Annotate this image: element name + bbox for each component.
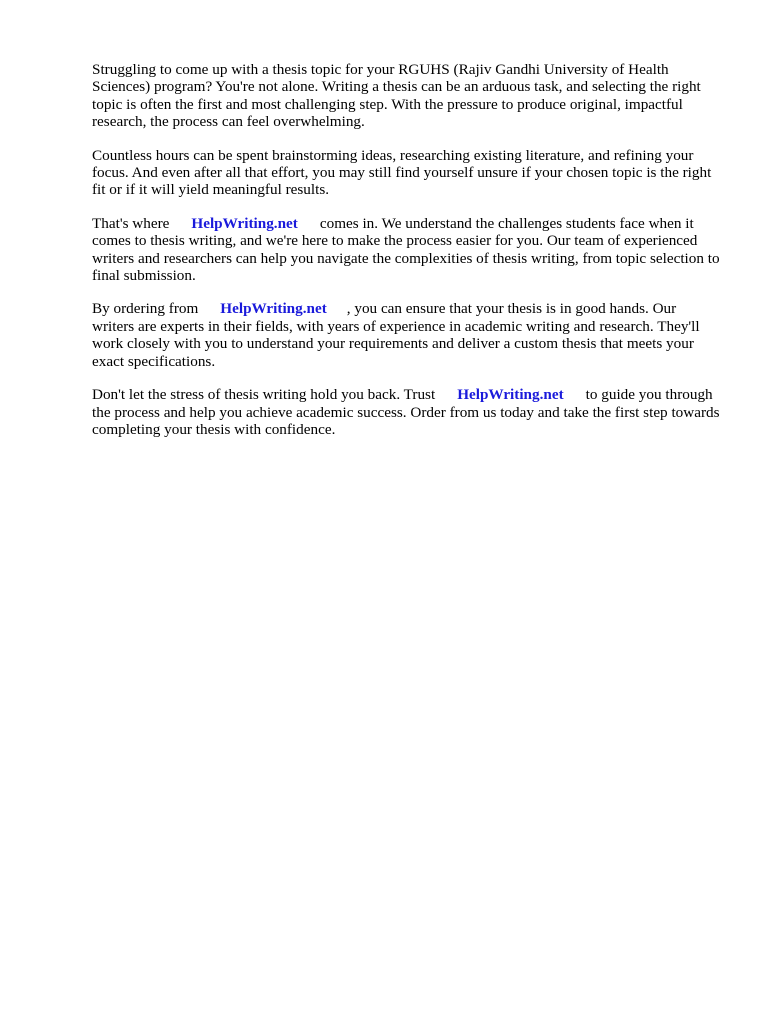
- document-page: [92, 61, 722, 454]
- helpwriting-link-3[interactable]: HelpWriting.net: [457, 386, 564, 404]
- paragraph-ordering: [92, 300, 722, 370]
- paragraph-thats-where: [92, 215, 722, 285]
- paragraph-thats-where-rest: comes in. We understand the challenges students face when it comes to thesis writing, and we're here to make the process easier for you. Our team of experienced writers and researchers can help you navigate the complexities of thesis writing, from topic selection to final submission.: [92, 214, 720, 285]
- paragraph-ordering-lead: By ordering from: [92, 300, 199, 318]
- paragraph-brainstorming: Countless hours can be spent brainstorming ideas, researching existing literature, and refining your focus. And even after all that effort, you may still find yourself unsure if your chosen topic is the right fit or if it will yield meaningful results.: [92, 146, 712, 199]
- paragraph-ordering-rest: , you can ensure that your thesis is in good hands. Our writers are experts in their fields, with years of experience in academic writing and research. They'll work closely with you to understand your requirements and deliver a custom thesis that meets your exact specifications.: [92, 300, 700, 370]
- helpwriting-link-1[interactable]: HelpWriting.net: [191, 214, 298, 232]
- paragraph-trust-lead: Don't let the stress of thesis writing hold you back. Trust: [92, 386, 436, 404]
- paragraph-trust: [92, 386, 722, 438]
- paragraph-intro: Struggling to come up with a thesis topic for your RGUHS (Rajiv Gandhi University of Health Sciences) program? You're not alone. Writing a thesis can be an arduous task, and selecting the right topic is often the first and most challenging step. With the pressure to produce original, impactful research, the process can feel overwhelming.: [92, 61, 701, 131]
- paragraph-thats-where-lead: That's where: [92, 214, 170, 232]
- helpwriting-link-2[interactable]: HelpWriting.net: [220, 300, 327, 318]
- paragraph-trust-rest: to guide you through the process and help you achieve academic success. Order from us today and take the first step towards completing your thesis with confidence.: [92, 386, 720, 438]
